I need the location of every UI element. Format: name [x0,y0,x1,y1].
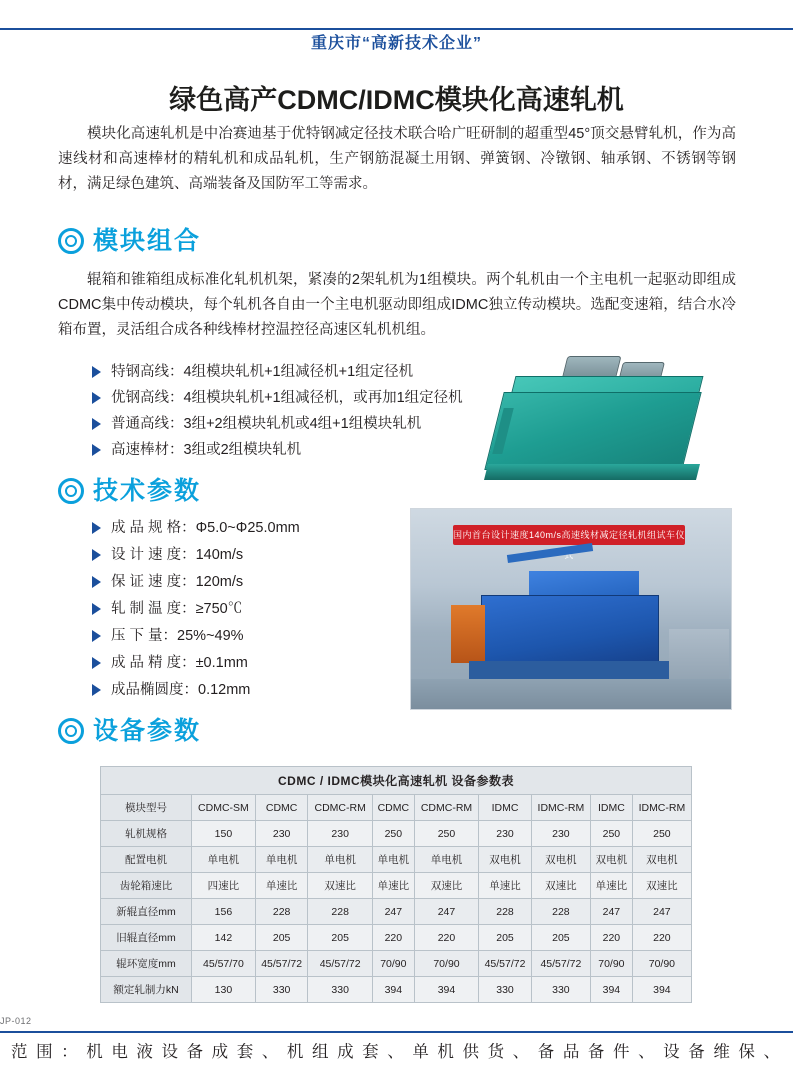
list-item: 设 计 速 度：140m/s [92,545,300,565]
triangle-bullet-icon [92,576,101,588]
table-cell: 156 [192,899,256,925]
list-item: 保 证 速 度：120m/s [92,572,300,592]
list-item: 优钢高线：4组模块轧机+1组减径机，或再加1组定径机 [92,388,463,408]
table-row [101,925,692,951]
table-cell: 205 [531,925,590,951]
section-heading-equipment-parameters [58,718,201,744]
table-cell: 双速比 [414,873,479,899]
double-circle-icon [58,478,84,504]
triangle-bullet-icon [92,418,101,430]
photo-rail [669,629,729,681]
table-cell: 220 [414,925,479,951]
table-cell: 205 [255,925,308,951]
table-cell: 双电机 [479,847,532,873]
list-item: 成 品 规 格：Φ5.0~Φ25.0mm [92,518,300,538]
table-header-row [101,795,692,821]
intro-paragraph: 模块化高速轧机是中冶赛迪基于优特钢减定径技术联合哈广旺研制的超重型45°顶交悬臂轧机，作为高速线材和高速棒材的精轧机和成品轧机，生产钢筋混凝土用钢、弹簧钢、冷镦钢、轴承钢、不锈钢等钢材，满足绿色建筑、高端装备及国防军工等需求。 [58,126,736,192]
table-cell: 双速比 [308,873,373,899]
table-caption: CDMC / IDMC模块化高速轧机 设备参数表 [101,767,692,795]
table-cell: 四速比 [192,873,256,899]
table-cell: 双电机 [531,847,590,873]
double-circle-icon [58,228,84,254]
photo-floor [411,679,731,709]
list-item: 普通高线：3组+2组模块轧机或4组+1组模块轧机 [92,414,463,434]
table-cell: 单速比 [590,873,632,899]
footer-text: 范 围 ： 机 电 液 设 备 成 套 、 机 组 成 套 、 单 机 供 货 、 备 品 备 件 、 设 备 维 保 、 [10,1043,783,1061]
site-photo [410,508,732,710]
table-cell: 250 [372,821,414,847]
table-cell: 142 [192,925,256,951]
triangle-bullet-icon [92,630,101,642]
table-cell: 247 [414,899,479,925]
list-item: 轧 制 温 度：≥750℃ [92,599,300,619]
table-row [101,847,692,873]
site-photo-graphic [411,509,731,709]
table-row-label: 配置电机 [101,847,192,873]
table-cell: 双电机 [590,847,632,873]
table-cell: 230 [531,821,590,847]
photo-mill-body [481,595,659,667]
table-row-label: 轧机规格 [101,821,192,847]
table-cell: 228 [531,899,590,925]
table-row-label: 旧辊直径mm [101,925,192,951]
table-row-label: 新辊直径mm [101,899,192,925]
technical-parameters-bullets [92,518,300,707]
triangle-bullet-icon [92,549,101,561]
table-cell: 205 [308,925,373,951]
table-caption-row [101,767,692,795]
table-cell: 228 [255,899,308,925]
machine-base [484,464,700,480]
table-cell: 45/57/72 [479,951,532,977]
table-column-header: CDMC [255,795,308,821]
table-row-label: 额定轧制力kN [101,977,192,1003]
table-column-header: IDMC [479,795,532,821]
equipment-parameters-table-wrap [100,766,692,1003]
header-banner [0,30,793,53]
section-heading-technical-parameters [58,478,201,504]
table-column-header: IDMC [590,795,632,821]
list-item: 高速棒材：3组或2组模块轧机 [92,440,463,460]
table-cell: 45/57/70 [192,951,256,977]
table-cell: 247 [590,899,632,925]
list-item: 特钢高线：4组模块轧机+1组减径机+1组定径机 [92,362,463,382]
table-cell: 330 [255,977,308,1003]
table-cell: 双速比 [632,873,691,899]
triangle-bullet-icon [92,522,101,534]
table-column-header: 模块型号 [101,795,192,821]
list-item: 压 下 量：25%~49% [92,626,300,646]
triangle-bullet-icon [92,444,101,456]
photo-crane-arm [507,543,593,563]
table-cell: 330 [308,977,373,1003]
table-column-header: CDMC [372,795,414,821]
table-cell: 单速比 [255,873,308,899]
table-cell: 单电机 [414,847,479,873]
photo-orange-unit [451,605,485,663]
table-cell: 205 [479,925,532,951]
section-heading-label: 设备参数 [93,716,202,745]
table-cell: 70/90 [414,951,479,977]
table-cell: 394 [414,977,479,1003]
machine-illustration [468,348,730,498]
machine-illustration-graphic [468,348,730,498]
table-cell: 双电机 [632,847,691,873]
equipment-parameters-table [100,766,692,1003]
table-cell: 单速比 [479,873,532,899]
table-cell: 150 [192,821,256,847]
triangle-bullet-icon [92,603,101,615]
table-column-header: CDMC-SM [192,795,256,821]
module-combination-paragraph: 辊箱和锥箱组成标准化轧机机架，紧凑的2架轧机为1组模块。两个轧机由一个主电机一起驱动即组成CDMC集中传动模块，每个轧机各自由一个主电机驱动即组成IDMC独立传动模块。选配变速箱，结合水冷箱布置，灵活组合成各种线棒材控温控径高速区轧机机组。 [58,272,736,338]
table-row-label: 齿轮箱速比 [101,873,192,899]
table-cell: 228 [479,899,532,925]
table-column-header: CDMC-RM [414,795,479,821]
section-heading-label: 技术参数 [93,476,202,505]
page-title: 绿色高产CDMC/IDMC模块化高速轧机 [169,85,624,115]
table-cell: 250 [632,821,691,847]
table-cell: 45/57/72 [308,951,373,977]
table-cell: 228 [308,899,373,925]
table-cell: 394 [590,977,632,1003]
triangle-bullet-icon [92,657,101,669]
table-cell: 45/57/72 [531,951,590,977]
list-item: 成 品 精 度：±0.1mm [92,653,300,673]
table-cell: 单电机 [192,847,256,873]
list-item: 成品椭圆度：0.12mm [92,680,300,700]
table-cell: 单速比 [372,873,414,899]
table-row [101,977,692,1003]
section-heading-module-combination [58,228,201,254]
section-heading-label: 模块组合 [93,226,202,255]
table-cell: 70/90 [590,951,632,977]
table-row [101,951,692,977]
table-cell: 双速比 [531,873,590,899]
table-cell: 单电机 [255,847,308,873]
table-row [101,899,692,925]
header-banner-text: 重庆市“高新技术企业” [299,30,494,53]
table-cell: 单电机 [308,847,373,873]
footer-code: JP-012 [0,1016,32,1026]
machine-body [484,392,701,470]
table-cell: 230 [479,821,532,847]
table-cell: 230 [308,821,373,847]
table-cell: 250 [414,821,479,847]
table-cell: 220 [590,925,632,951]
table-cell: 330 [479,977,532,1003]
table-cell: 247 [632,899,691,925]
table-row [101,873,692,899]
module-combination-bullets [92,362,463,466]
table-cell: 250 [590,821,632,847]
table-cell: 230 [255,821,308,847]
table-cell: 70/90 [372,951,414,977]
table-row-label: 辊环宽度mm [101,951,192,977]
triangle-bullet-icon [92,392,101,404]
table-cell: 394 [372,977,414,1003]
table-cell: 220 [372,925,414,951]
photo-plinth [469,661,669,679]
table-cell: 247 [372,899,414,925]
table-cell: 70/90 [632,951,691,977]
table-cell: 45/57/72 [255,951,308,977]
table-row [101,821,692,847]
table-cell: 220 [632,925,691,951]
triangle-bullet-icon [92,684,101,696]
footer-rule [0,1031,793,1033]
table-column-header: IDMC-RM [632,795,691,821]
table-cell: 单电机 [372,847,414,873]
table-cell: 130 [192,977,256,1003]
table-cell: 330 [531,977,590,1003]
double-circle-icon [58,718,84,744]
triangle-bullet-icon [92,366,101,378]
table-column-header: IDMC-RM [531,795,590,821]
table-cell: 394 [632,977,691,1003]
table-column-header: CDMC-RM [308,795,373,821]
photo-banner-text: 国内首台设计速度140m/s高速线材减定径轧机组试车仪式 [453,525,685,545]
